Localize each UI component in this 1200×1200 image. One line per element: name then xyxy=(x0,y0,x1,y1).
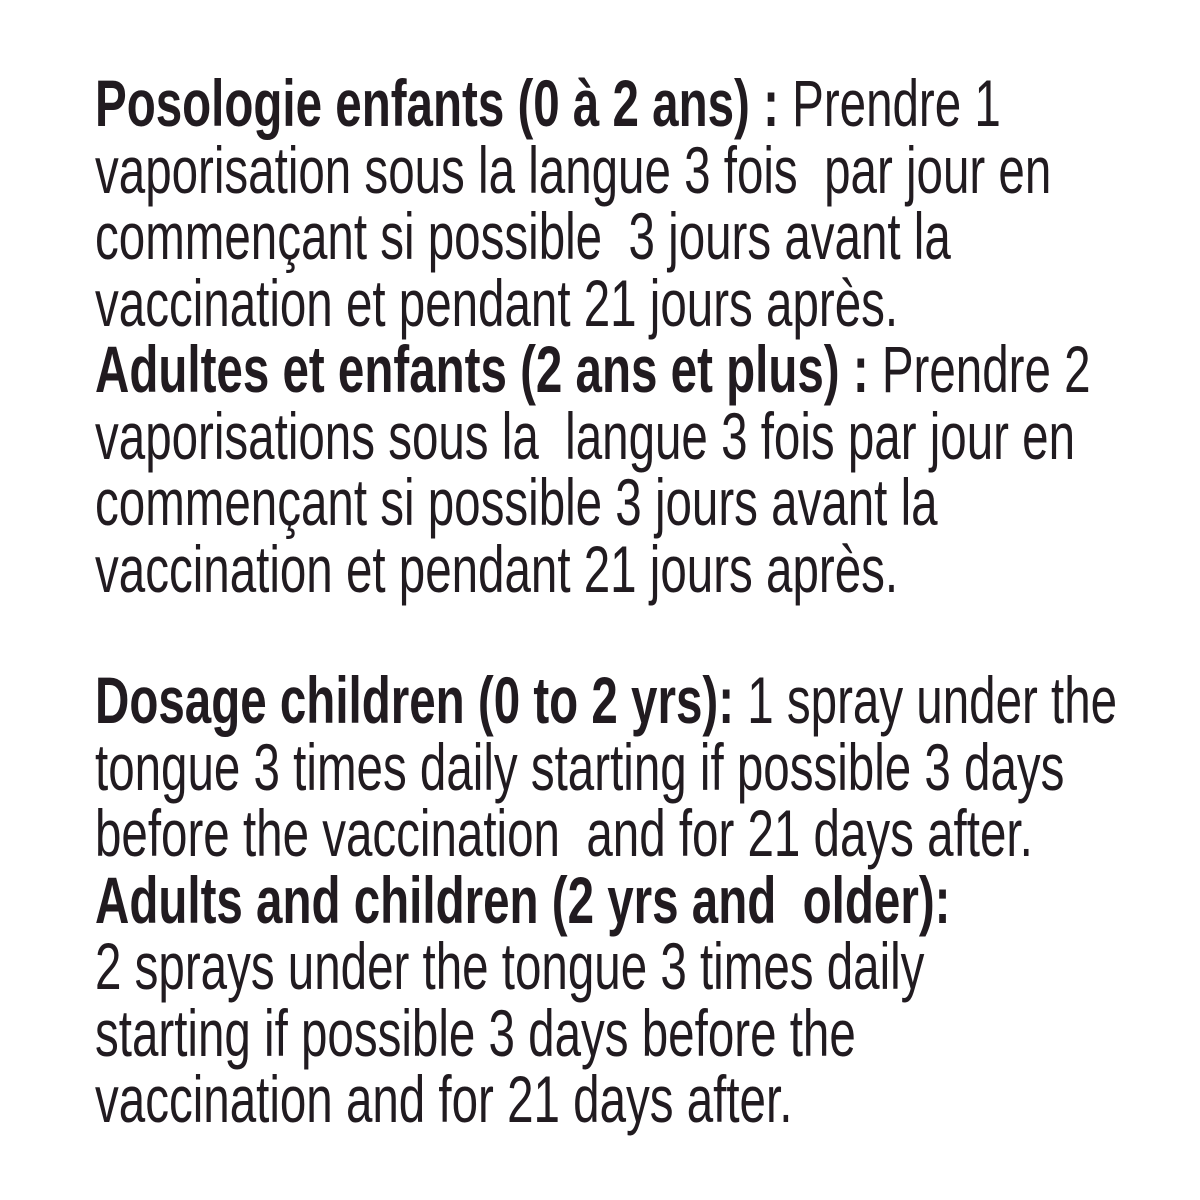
text-line xyxy=(95,332,1091,406)
text-line xyxy=(95,398,1076,473)
dosage-body-text: vaccination et pendant 21 jours après. xyxy=(95,531,899,606)
text-line xyxy=(95,66,1001,140)
dosage-text-block xyxy=(95,66,1195,1136)
english-dosage-section xyxy=(95,663,1195,1136)
text-line xyxy=(95,132,1052,207)
text-line xyxy=(95,199,951,273)
dosage-heading-en-adults: Adults and children (2 yrs and older): xyxy=(95,862,951,937)
dosage-body-text: tongue 3 times daily starting if possible 3 days xyxy=(95,729,1065,804)
text-line xyxy=(95,929,925,1003)
dosage-heading-fr-adults: Adultes et enfants (2 ans et plus) : xyxy=(95,332,869,406)
text-line xyxy=(95,265,899,340)
dosage-heading-en-children: Dosage children (0 to 2 yrs): xyxy=(95,663,735,737)
dosage-body-text: vaporisation sous la langue 3 fois par jour en xyxy=(95,132,1052,207)
dosage-body-text: before the vaccination and for 21 days after. xyxy=(95,796,1033,870)
dosage-heading-fr-children: Posologie enfants (0 à 2 ans) : xyxy=(95,66,779,140)
text-line xyxy=(95,862,951,937)
dosage-body-text: Prendre 1 xyxy=(778,66,1001,140)
dosage-body-text: commençant si possible 3 jours avant la xyxy=(95,199,951,273)
dosage-body-text: 2 sprays under the tongue 3 times daily xyxy=(95,929,925,1003)
dosage-body-text: 1 spray under the xyxy=(734,663,1118,737)
french-dosage-section xyxy=(95,66,1195,606)
text-line xyxy=(95,1062,887,1136)
text-line xyxy=(95,729,1065,804)
text-line xyxy=(95,531,899,606)
text-line xyxy=(95,465,938,539)
text-line xyxy=(95,663,1118,737)
text-line xyxy=(95,995,887,1070)
dosage-body-text: Prendre 2 xyxy=(868,332,1091,406)
dosage-body-text: commençant si possible 3 jours avant la xyxy=(95,465,938,539)
dosage-body-text: vaccination et pendant 21 jours après. xyxy=(95,265,899,340)
dosage-body-text: vaporisations sous la langue 3 fois par jour en xyxy=(95,398,1076,473)
dosage-body-text: starting if possible 3 days before the xyxy=(95,995,856,1070)
dosage-body-text: vaccination and for 21 days after. xyxy=(95,1062,793,1136)
text-line xyxy=(95,796,1033,870)
